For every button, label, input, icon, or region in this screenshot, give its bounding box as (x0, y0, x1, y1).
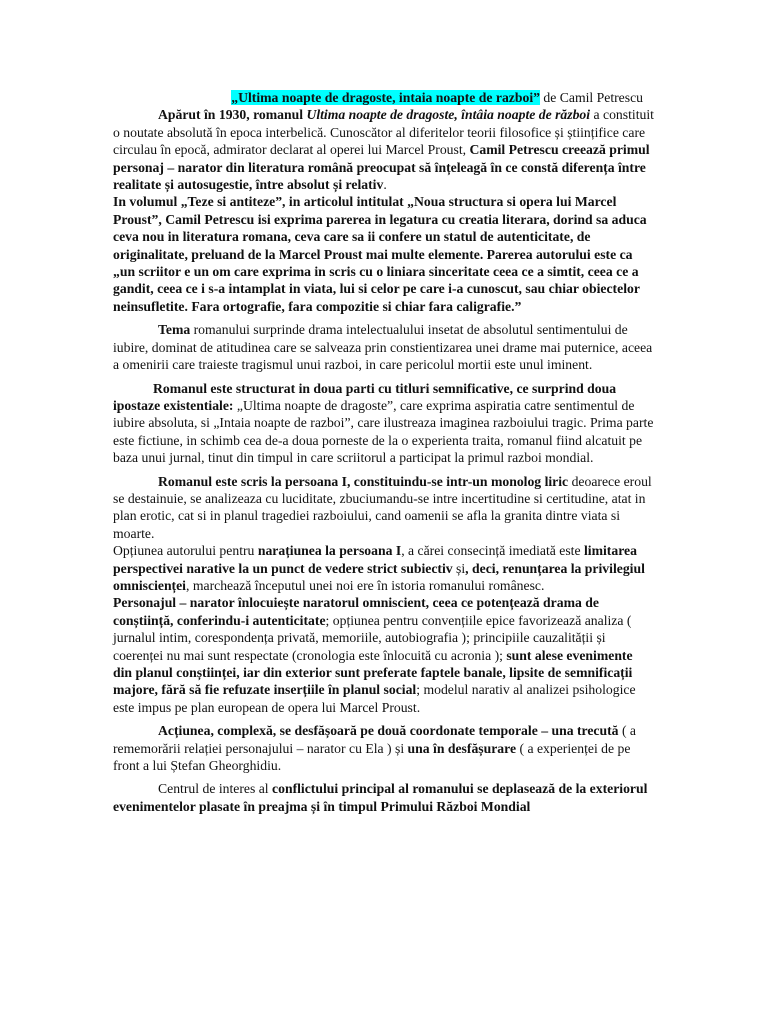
text-segment: narațiunea la persoana I (257, 543, 402, 559)
text-segment: și (456, 560, 466, 576)
paragraph-centrul-de-interes (113, 780, 655, 815)
text-segment: a constituit o noutate absolută în epoca interbelică. Cunoscător al diferitelor teorii filosofice și științifice care circulau în epocă, admirator declarat al operei lui Marcel Proust, (113, 107, 654, 158)
text-segment: sunt alese evenimente din planul conștiinței, iar din exterior sunt preferate faptele banale, lipsite de semnificații majore, fără să fie refuzate inserțiile în planul social (113, 647, 633, 698)
paragraph-teze-antiteze (113, 193, 655, 315)
text-segment: ( a rememorării relației personajului – narator cu Ela ) și (113, 723, 636, 756)
text-segment: romanului surprinde drama intelectualului insetat de absolutul sentimentului de iubire, dominat de atitudinea care se salveaza prin constientizarea unei drame mai puternice, aceea a omenirii care traieste tragismul unui razboi, in care pericolul mortii este unul iminent. (113, 322, 653, 373)
text-segment: ( a experienței de pe front a lui Ștefan Gheorghidiu. (113, 740, 631, 774)
document-title (113, 89, 655, 106)
paragraph-optiunea (113, 542, 655, 594)
text-segment: Apărut în 1930, romanul (158, 107, 307, 123)
document-body (113, 89, 655, 815)
text-segment: Acțiunea, complexă, se desfășoară pe două coordonate temporale – una trecută (158, 723, 619, 739)
text-segment: „Ultima noapte de dragoste”, care exprima aspiratia catre sentimentul de iubire absoluta, si „Intaia noapte de razboi”, care ilustreaza imaginea razboiului tragic. Prima parte este fictiune, in schimb cea de-a doua porneste de la o experienta traita, romanul fiind alcatuit pe baza unui jurnal, tinut din timpul in care scriitorul a participat la primul razboi mondial. (113, 397, 654, 466)
text-segment: , deci, renunțarea la privilegiul omniscienței (113, 560, 645, 593)
text-segment: Tema (158, 322, 191, 338)
text-segment: Romanul este structurat in doua parti cu titluri semnificative, ce surprind doua ipostaze existentiale: (113, 380, 617, 413)
text-segment: , marchează începutul unei noi ere în istoria romanului românesc. (186, 577, 545, 593)
text-segment: ; opțiunea pentru convențiile epice favorizează analiza ( jurnalul intim, corespondența privată, memoriile, autobiografia ); principiile cauzalității și coerenței nu mai sunt respectate (cronologia este înlocuită cu acronia ); (113, 612, 632, 663)
text-segment: limitarea perspectivei narative la un punct de vedere strict subiectiv (113, 543, 637, 576)
text-segment: Ultima noapte de dragoste, întâia noapte de război (306, 107, 591, 123)
text-segment: una în desfășurare (407, 740, 517, 756)
title-highlight: „Ultima noapte de dragoste, intaia noapte de razboi” (231, 90, 540, 105)
text-segment: conflictului principal al romanului se deplasează de la exteriorul evenimentelor plasate în preajma și în timpul Primului Război Mondial (113, 781, 648, 814)
paragraph-persoana-i (113, 473, 655, 543)
paragraph-tema (113, 321, 655, 373)
text-segment: Centrul de interes al (158, 781, 273, 797)
text-segment: Camil Petrescu creează primul personaj – narator din literatura română preocupat să înțeleagă în ce constă diferența între realitate și autosugestie, între absolut și relativ (113, 142, 650, 193)
paragraph-publication (113, 106, 655, 193)
text-segment: . (383, 177, 387, 193)
title-author: de Camil Petrescu (539, 90, 643, 105)
text-segment: , a cărei consecință imediată este (401, 543, 584, 559)
text-segment: In volumul „Teze si antiteze”, in articolul intitulat „Noua structura si opera lui Marcel Proust”, Camil Petrescu isi exprima parerea in legatura cu creatia literara, dorind sa aduca ceva nou in literatura romana, ceva care sa ii confere un statul de autenticitate, de originalitate, preluand de la Marcel Proust mai multe elemente. Parerea autorului este ca „un scriitor e un om care exprima in scris cu o liniara sinceritate ceea ce a simtit, ceea ce a gandit, ceea ce i s-a intamplat in viata, lui si celor pe care i-a cunoscut, sau chiar obiectelor neinsufletite. Fara ortografie, fara compozitie si chiar fara caligrafie.” (113, 194, 647, 314)
text-segment: Opțiunea autorului pentru (113, 543, 258, 559)
text-segment: deoarece eroul se destainuie, se analizeaza cu luciditate, zbuciumandu-se intre incertitudine si certitudine, atat in plan erotic, cat si in planul tragediei razboiului, cand oamenii se afla la granita dintre viata si moarte. (113, 473, 652, 541)
paragraph-actiunea (113, 722, 655, 774)
paragraph-personajul-narator (113, 594, 655, 716)
text-segment: ; modelul narativ al analizei psihologice este impus pe plan european de opera lui Marcel Proust. (113, 682, 636, 715)
paragraph-structura (113, 380, 655, 467)
text-segment: Personajul – narator înlocuiește naratorul omniscient, ceea ce potențează drama de conștiință, conferindu-i autenticitate (113, 595, 599, 628)
text-segment: Romanul este scris la persoana I, constituindu-se intr-un monolog liric (158, 473, 569, 489)
